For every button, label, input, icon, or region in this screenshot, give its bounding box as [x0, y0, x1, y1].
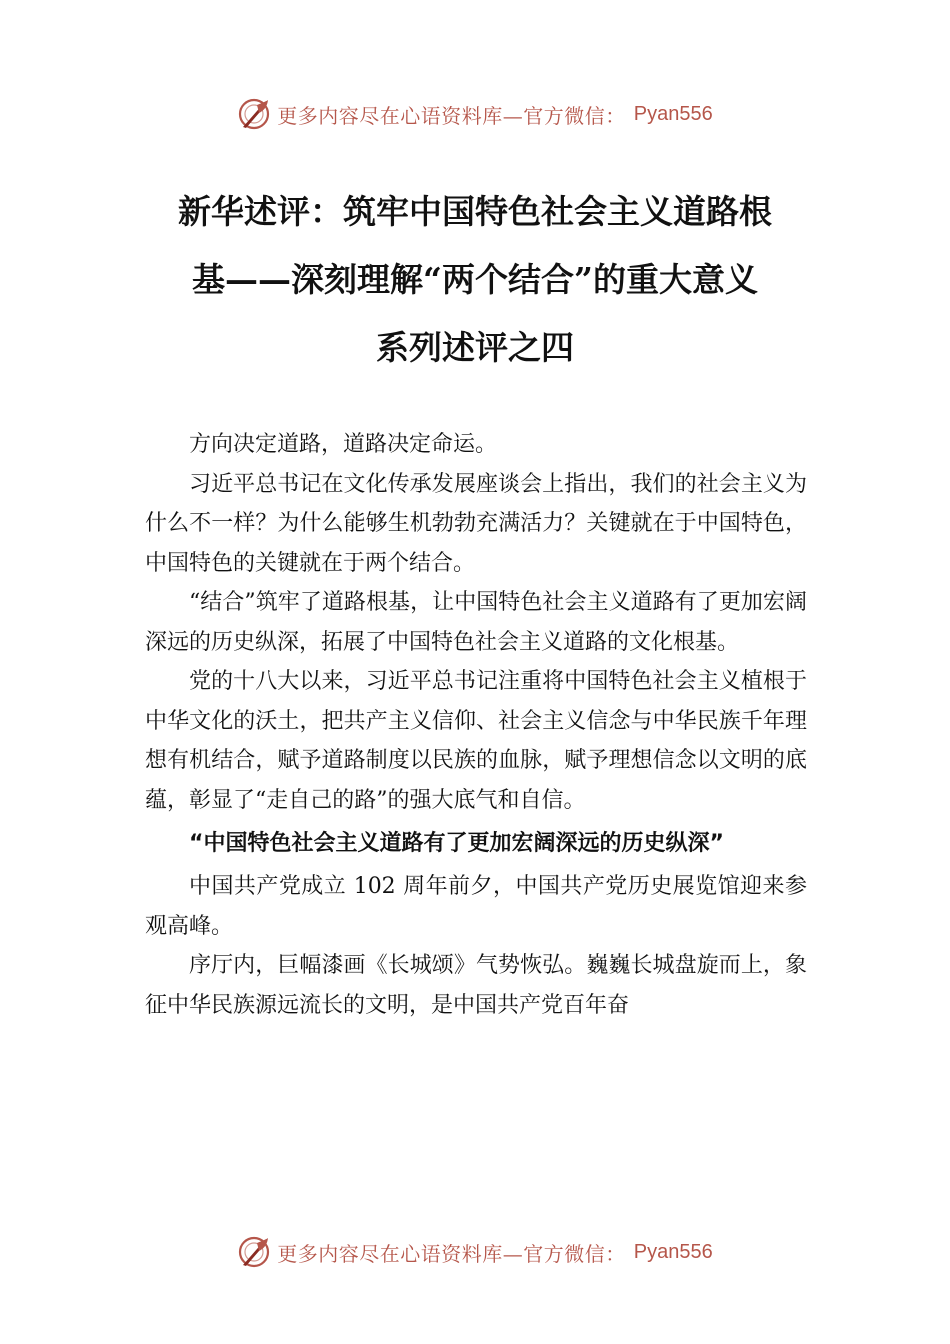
paragraph: 习近平总书记在文化传承发展座谈会上指出，我们的社会主义为什么不一样？为什么能够生机勃勃充满活力？关键就在于中国特色，中国特色的关键就在于两个结合。	[145, 471, 807, 576]
article-title	[145, 178, 805, 382]
watermark-wechat-id: Pyan556	[633, 102, 713, 125]
paragraph: 党的十八大以来，习近平总书记注重将中国特色社会主义植根于中华文化的沃土，把共产主义信仰、社会主义信念与中华民族千年理想有机结合，赋予道路制度以民族的血脉，赋予理想信念以文明的底蕴，彰显了“走自己的路”的强大底气和自信。	[145, 669, 807, 813]
paragraph: 中国共产党成立 102 周年前夕，中国共产党历史展览馆迎来参观高峰。	[145, 874, 807, 939]
watermark-text: 更多内容尽在心语资料库—官方微信：	[277, 103, 626, 128]
watermark-text: 更多内容尽在心语资料库—官方微信：	[277, 1241, 626, 1266]
article-body	[145, 425, 807, 1025]
title-line-1: 新华述评：筑牢中国特色社会主义道路根	[178, 192, 772, 231]
section-heading: “中国特色社会主义道路有了更加宏阔深远的历史纵深”	[189, 831, 724, 856]
paragraph: 序厅内，巨幅漆画《长城颂》气势恢弘。巍巍长城盘旋而上，象征中华民族源远流长的文明，是中国共产党百年奋	[145, 953, 807, 1018]
paragraph: “结合”筑牢了道路根基，让中国特色社会主义道路有了更加宏阔深远的历史纵深，拓展了中国特色社会主义道路的文化根基。	[145, 590, 807, 655]
watermark-banner-top	[0, 94, 950, 134]
title-line-3: 系列述评之四	[376, 328, 574, 367]
quill-seal-icon	[237, 97, 271, 131]
paragraph: 方向决定道路，道路决定命运。	[189, 432, 498, 457]
watermark-banner-bottom	[0, 1232, 950, 1272]
watermark-wechat-id: Pyan556	[633, 1240, 713, 1263]
title-line-2: 基——深刻理解“两个结合”的重大意义	[192, 260, 758, 299]
quill-seal-icon	[237, 1235, 271, 1269]
